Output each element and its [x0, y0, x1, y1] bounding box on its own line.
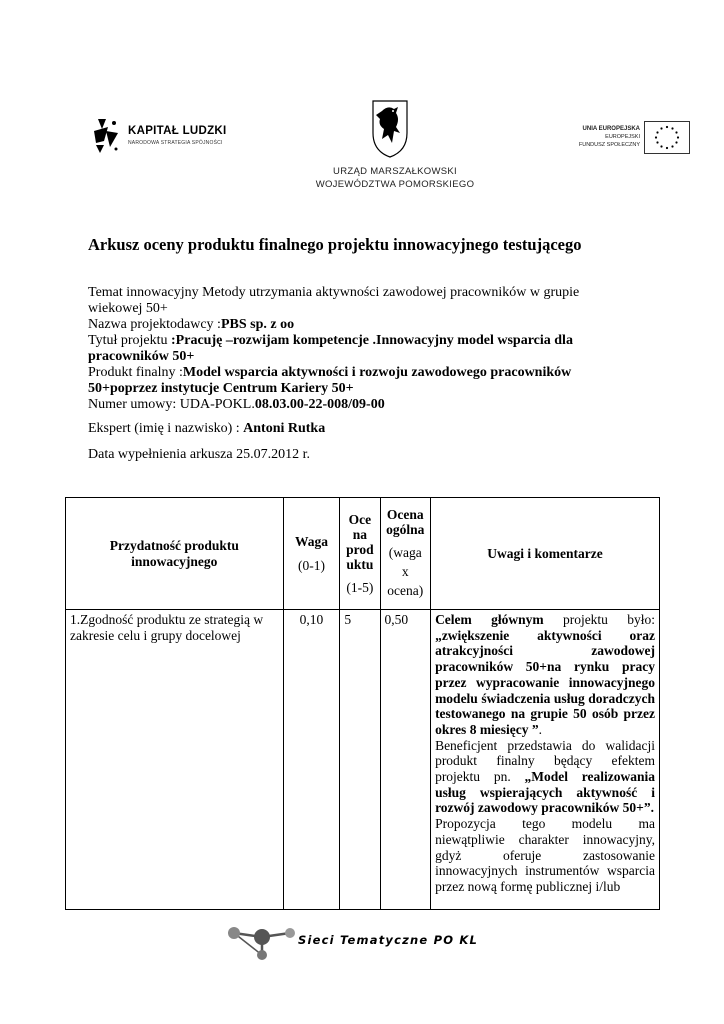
- header-ogolna-formula: [385, 543, 427, 600]
- comment-quote-1: „zwiększenie aktywności oraz atrakcyjności zawodowej pracowników 50+na rynku pracy przez wypracowanie innowacyjnego modelu świadczenia usług doradczych testowanego na grupie 50 osób przez okres 8 miesięcy ”: [435, 627, 655, 737]
- row1-criterion: 1.Zgodność produktu ze strategią w zakresie celu i grupy docelowej: [66, 610, 284, 910]
- header-ogolna-label: Ocena ogólna: [386, 507, 425, 537]
- header-ocena-ogolna: [380, 498, 431, 610]
- kapital-ludzki-subtitle: NARODOWA STRATEGIA SPÓJNOŚCI: [128, 140, 223, 146]
- produkt-line: [88, 365, 608, 397]
- eu-logo: [560, 121, 690, 157]
- table-row: [66, 610, 660, 910]
- footer-logo: [222, 923, 512, 963]
- header-ocena-range: (1-5): [346, 579, 374, 595]
- header-ocena-produktu: [340, 498, 380, 610]
- urzad-line-1: URZĄD MARSZAŁKOWSKI: [333, 166, 457, 177]
- comment-text-2: Beneficjent przedstawia do walidacji produkt finalny będący efektem projektu pn.: [435, 737, 655, 785]
- row1-comment: [431, 610, 660, 910]
- network-molecule-icon: [222, 923, 302, 963]
- table-header-row: [66, 498, 660, 610]
- eu-line-1: UNIA EUROPEJSKA: [582, 126, 640, 132]
- comment-text-1: projektu było:: [543, 612, 656, 627]
- row1-ocena: 5: [340, 610, 380, 910]
- header-ocena-label: Oce na prod uktu: [346, 511, 374, 572]
- data-line: Data wypełnienia arkusza 25.07.2012 r.: [88, 447, 310, 462]
- kapital-ludzki-logo: [92, 117, 232, 157]
- pomorskie-crest-icon: [370, 99, 410, 159]
- document-title: Arkusz oceny produktu finalnego projektu innowacyjnego testującego: [88, 235, 582, 254]
- numer-line: [88, 397, 608, 413]
- urzad-marszalkowski-label: [300, 165, 490, 191]
- tytul-line: [88, 333, 608, 365]
- header-ogolna-formula-1: (waga: [388, 545, 422, 560]
- footer-text: Sieci Tematyczne PO KL: [298, 933, 479, 947]
- row1-ogolna: 0,50: [380, 610, 431, 910]
- header-uwagi: Uwagi i komentarze: [431, 498, 660, 610]
- eu-text: [579, 125, 640, 149]
- temat-label: Temat innowacyjny: [88, 285, 203, 300]
- temat-line: [88, 285, 608, 317]
- ekspert-label: Ekspert (imię i nazwisko) :: [88, 421, 244, 436]
- eu-line-3: FUNDUSZ SPOŁECZNY: [578, 142, 640, 148]
- project-info: [88, 285, 608, 463]
- header-waga-label: Waga: [294, 533, 328, 549]
- tytul-value: :Pracuję –rozwijam kompetencje .Innowacyjny model wsparcia dla pracowników 50+: [88, 333, 573, 364]
- numer-label: Numer umowy: UDA-POKL.: [88, 397, 255, 412]
- comment-paragraph-1: [435, 612, 655, 738]
- header-ogolna-formula-3: ocena): [387, 583, 424, 598]
- temat-value: Metody utrzymania aktywności zawodowej pracowników w grupie wiekowej 50+: [88, 285, 580, 316]
- evaluation-table: [65, 497, 660, 910]
- kapital-ludzki-title: KAPITAŁ LUDZKI: [128, 125, 227, 137]
- header-waga-range: (0-1): [297, 557, 325, 573]
- row1-waga: 0,10: [283, 610, 340, 910]
- nazwa-value: PBS sp. z oo: [220, 317, 295, 332]
- ekspert-value: Antoni Rutka: [243, 421, 326, 436]
- header-waga: [283, 498, 340, 610]
- comment-paragraph-3: Propozycja tego modelu ma niewątpliwie charakter innowacyjny, gdyż oferuje zastosowanie innowacyjnych instrumentów wsparcia przez nową formę publicznej i/lub: [435, 816, 655, 894]
- header-przydatnosc: Przydatność produktu innowacyjnego: [66, 498, 284, 610]
- nazwa-label: Nazwa projektodawcy :: [88, 317, 221, 332]
- header-ogolna-formula-2: x: [401, 564, 409, 579]
- tytul-label: Tytuł projektu: [88, 333, 172, 348]
- comment-end-1: .: [538, 721, 543, 737]
- urzad-line-2: WOJEWÓDZTWA POMORSKIEGO: [315, 179, 475, 190]
- ekspert-line: [88, 421, 608, 437]
- comment-bold-1: Celem głównym: [435, 612, 544, 627]
- nazwa-line: [88, 317, 608, 333]
- comment-paragraph-2: [435, 738, 655, 817]
- kapital-ludzki-mark-icon: [92, 117, 122, 155]
- produkt-value: Model wsparcia aktywności i rozwoju zawodowego pracowników 50+poprzez instytucje Centrum Kariery 50+: [88, 365, 572, 396]
- comment-bold-2: „Model realizowania usług wspierających aktywność i rozwój zawodowy pracowników 50+”.: [435, 769, 655, 816]
- eu-line-2: EUROPEJSKI: [605, 134, 640, 140]
- produkt-label: Produkt finalny :: [88, 365, 183, 380]
- numer-value: 08.03.00-22-008/09-00: [254, 397, 385, 412]
- eu-flag-icon: [644, 121, 690, 154]
